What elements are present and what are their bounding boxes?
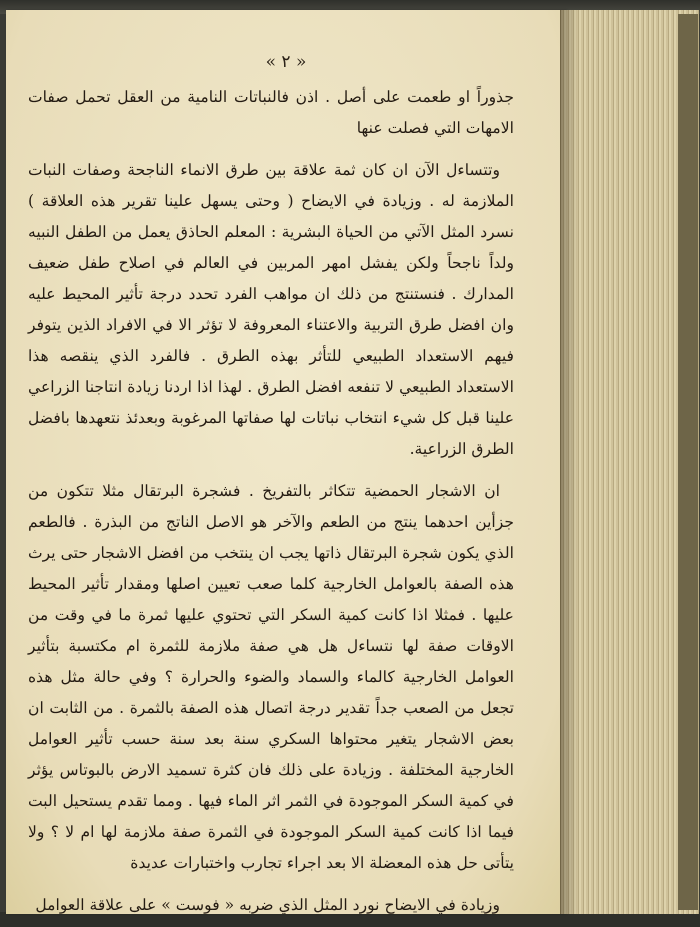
book-page <box>6 10 566 914</box>
body-text <box>28 82 514 921</box>
paragraph-1: جذوراً او طعمت على أصل . اذن فالنباتات النامية من العقل تحمل صفات الامهات التي فصلت عنها <box>28 88 514 137</box>
page-number: « ٢ » <box>265 52 307 72</box>
book-cover-edge <box>678 14 698 910</box>
paragraph-3: ان الاشجار الحمضية تتكاثر بالتفريخ . فشجرة البرتقال مثلا تتكون من جزأين احدهما ينتج من الطعم والآخر هو الاصل الناتج من البذرة . فالطعم الذي يكون شجرة البرتقال ذاتها يجب ان ينتخب من افضل الاشجار حتى يرث هذه الصفة بالعوامل الخارجية كلما صعب تعيين اصلها ومقدار تأثير المحيط عليها . فمثلا اذا كانت كمية السكر التي تحتوي عليها ثمرة ما في وقت من الاوقات صفة لها نتساءل هل هي صفة ملازمة للثمرة ام مكتسبة بتأثير العوامل الخارجية كالماء والسماد والضوء والحرارة ؟ وفي حالة مثل هذه تجعل من الصعب جداً تقدير درجة اتصال هذه الصفة بالثمرة . من الثابت ان بعض الاشجار يتغير محتواها السكري سنة بعد سنة حسب تأثير العوامل الخارجية المختلفة . وزيادة على ذلك فان كثرة تسميد الارض بالبوتاس يؤثر في كمية السكر الموجودة في الثمر اثر الماء فيها . ومما تقدم يستحيل البت فيما اذا كانت كمية السكر الموجودة في الثمرة صفة ملازمة لها ام لا ؟ ولا يتأتى حل هذه المعضلة الا بعد اجراء تجارب واختبارات عديدة <box>28 482 514 872</box>
paragraph-2: وتتساءل الآن ان كان ثمة علاقة بين طرق الانماء الناجحة وصفات النبات الملازمة له . وزيادة في الايضاح ( وحتى يسهل علينا تقرير هذه العلاقة ) نسرد المثل الآتي من الحياة البشرية : المعلم الحاذق يعمل من الطفل النبيه ولداً ناجحاً ولكن يفشل امهر المربين في العالم في اصلاح طفل ضعيف المدارك . فنستنتج من ذلك ان مواهب الفرد تحدد درجة تأثير المحيط عليه وان افضل طرق التربية والاعتناء المعروفة لا تؤثر الا في الافراد الذين يتوفر فيهم الاستعداد الطبيعي للتأثر بهذه الطرق . فالفرد الذي ينقصه هذا الاستعداد الطبيعي لا تنفعه افضل الطرق . لهذا اذا اردنا زيادة انتاجنا الزراعي علينا قبل كل شيء انتخاب نباتات لها صفاتها المرغوبة وبعدئذ نتعهدها بافضل الطرق الزراعية. <box>28 161 514 458</box>
paragraph-4: وزيادة في الايضاح نورد المثل الذي ضربه « فوست » على علاقة العوامل <box>35 896 500 914</box>
page-gutter-shadow <box>560 10 578 914</box>
